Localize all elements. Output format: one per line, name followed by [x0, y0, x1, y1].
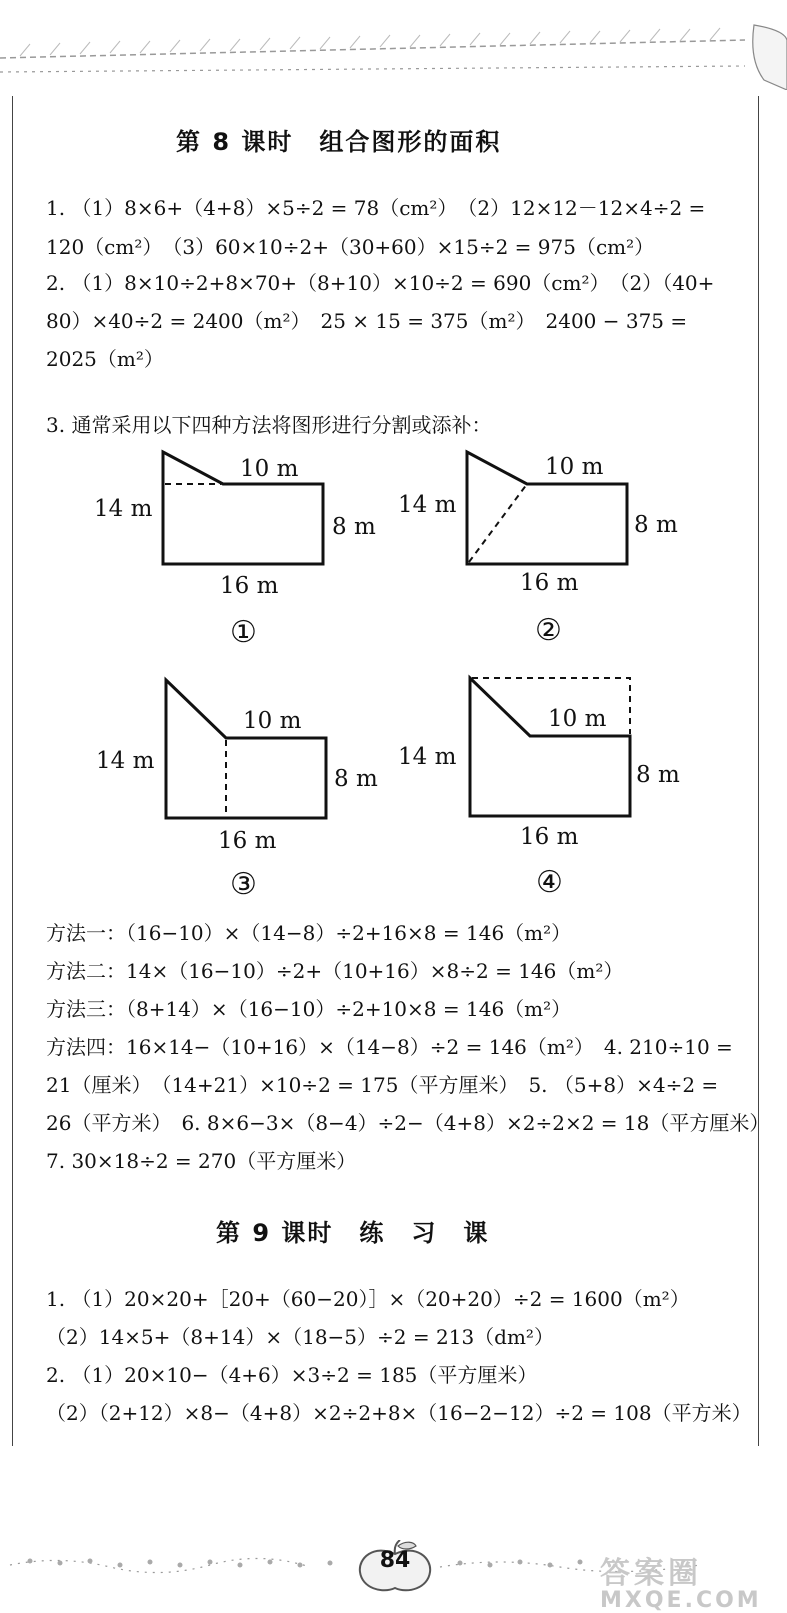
answer-line: （2）（2+12）×8−（4+8）×2÷2+8×（16−2−12）÷2 = 108（平方米） [46, 1401, 752, 1425]
figure-1-top-label: 10 m [240, 456, 299, 482]
page-number: 84 [379, 1548, 411, 1573]
corner-tab-decoration [744, 20, 787, 90]
method-line: 方法二：14×（16−10）÷2+（10+16）×8÷2 = 146（m²） [46, 959, 624, 983]
lesson9-title: 第 9 课时 练 习 课 [216, 1219, 490, 1247]
figure-1-bottom-label: 16 m [220, 573, 279, 599]
figure-1-left-label: 14 m [94, 496, 153, 522]
figure-4-right-label: 8 m [636, 762, 680, 788]
figure-2-right-label: 8 m [634, 512, 678, 538]
figure-2-left-label: 14 m [398, 492, 457, 518]
figure-3-top-label: 10 m [243, 708, 302, 734]
figure-4 [390, 668, 710, 898]
method-line: 21（厘米） （14+21）×10÷2 = 175（平方厘米） 5. （5+8）×4÷2 = [46, 1073, 719, 1097]
figure-2 [390, 440, 710, 660]
answer-line: 2. （1）20×10−（4+6）×3÷2 = 185（平方厘米） [46, 1363, 538, 1387]
left-border-line [12, 96, 13, 1446]
page-number-badge [354, 1540, 436, 1594]
answer-line: （2）14×5+（8+14）×（18−5）÷2 = 213（dm²） [46, 1325, 554, 1349]
figure-3 [80, 668, 400, 898]
answer-line: 2025（m²） [46, 347, 164, 371]
method-line: 方法一：（16−10）×（14−8）÷2+16×8 = 146（m²） [46, 921, 572, 945]
answer-line: 2. （1）8×10÷2+8×70+（8+10）×10÷2 = 690（cm²） （2）（40+ [46, 271, 715, 295]
figure-3-bottom-label: 16 m [218, 828, 277, 854]
figure-4-left-label: 14 m [398, 744, 457, 770]
figure-1-right-label: 8 m [332, 514, 376, 540]
answer-line: 1. （1）8×6+（4+8）×5÷2 = 78（cm²） （2）12×12－12×4÷2 = [46, 196, 706, 220]
method-line: 方法四：16×14−（10+16）×（14−8）÷2 = 146（m²） 4. 210÷10 = [46, 1035, 733, 1059]
figure-4-top-label: 10 m [548, 706, 607, 732]
answer-line: 3. 通常采用以下四种方法将图形进行分割或添补： [46, 413, 492, 437]
figure-3-left-label: 14 m [96, 748, 155, 774]
figure-2-top-label: 10 m [545, 454, 604, 480]
method-line: 7. 30×18÷2 = 270（平方厘米） [46, 1149, 357, 1173]
right-border-line [758, 96, 759, 1446]
figure-4-marker: ④ [536, 865, 563, 898]
method-line: 26（平方米） 6. 8×6−3×（8−4）÷2−（4+8）×2÷2×2 = 18（平方厘米） [46, 1111, 770, 1135]
figure-3-right-label: 8 m [334, 766, 378, 792]
figure-4-shape [470, 678, 630, 816]
figure-3-shape [166, 680, 326, 818]
figure-1 [80, 440, 400, 660]
figure-2-bottom-label: 16 m [520, 570, 579, 596]
figure-4-bottom-label: 16 m [520, 824, 579, 850]
answer-line: 120（cm²） （3）60×10÷2+（30+60）×15÷2 = 975（cm²） [46, 235, 655, 259]
figure-3-marker: ③ [230, 867, 257, 898]
answer-line: 1. （1）20×20+［20+（60−20）］×（20+20）÷2 = 1600（m²） [46, 1287, 690, 1311]
answer-line: 80）×40÷2 = 2400（m²） 25 × 15 = 375（m²） 2400 − 375 = [46, 309, 688, 333]
figure-2-marker: ② [535, 613, 562, 648]
figure-1-marker: ① [230, 615, 257, 650]
figure-2-dashed-line [469, 484, 527, 562]
watermark-bottom-text: MXQE.COM [600, 1588, 762, 1613]
watermark-top-text: 答案圈 [600, 1556, 702, 1591]
watermark [600, 1548, 762, 1613]
lesson8-title: 第 8 课时 组合图形的面积 [176, 128, 502, 156]
method-line: 方法三：（8+14）×（16−10）÷2+10×8 = 146（m²） [46, 997, 572, 1021]
top-decorative-band [0, 0, 787, 80]
